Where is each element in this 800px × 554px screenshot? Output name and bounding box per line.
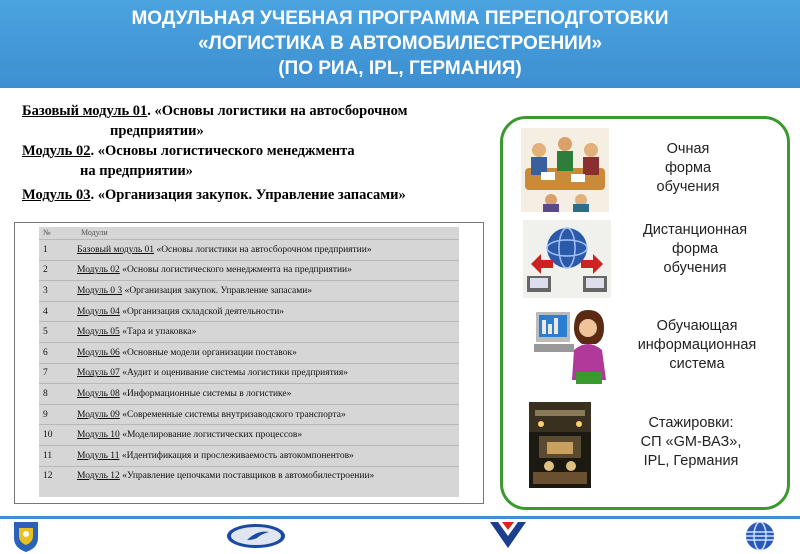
module-list [22, 101, 492, 205]
row-text [77, 307, 459, 317]
table-row [39, 321, 459, 342]
row-text [77, 245, 459, 255]
table-row [39, 363, 459, 384]
label-line: СП «GM-ВАЗ», [640, 434, 742, 450]
label-line: информационная [637, 337, 757, 353]
label-line: Очная [666, 141, 710, 157]
label-line: обучения [656, 179, 720, 195]
row-text [77, 368, 459, 378]
header-line-1: МОДУЛЬНАЯ УЧЕБНАЯ ПРОГРАММА ПЕРЕПОДГОТОВКИ [131, 8, 669, 29]
row-number: 4 [43, 306, 48, 317]
footer [0, 516, 800, 554]
row-number: 5 [43, 327, 48, 338]
module-description: «Основные модели организации поставок» [119, 347, 297, 358]
label-line: обучения [663, 260, 727, 276]
module-text: . «Основы логистики на автосборочном [147, 103, 408, 119]
module-link[interactable]: Модуль 07 [77, 368, 120, 379]
university-logo-icon [488, 520, 528, 550]
row-text [77, 286, 459, 296]
module-item-cont [22, 161, 492, 181]
label-line: IPL, Германия [643, 453, 739, 469]
col-modules-header: Модули [81, 228, 108, 237]
module-description: «Информационные системы в логистике» [119, 388, 292, 399]
modules-table-frame [14, 222, 484, 504]
row-number: 9 [43, 409, 48, 420]
region-emblem-icon [10, 520, 42, 552]
row-text [77, 471, 459, 481]
row-number: 1 [43, 244, 48, 255]
row-number: 11 [43, 450, 53, 461]
module-item [22, 141, 492, 161]
module-description: «Аудит и оценивание системы логистики предприятия» [119, 368, 348, 379]
table-row [39, 445, 459, 466]
modules-table [39, 227, 459, 497]
module-link[interactable]: Модуль 03 [22, 187, 91, 203]
row-number: 12 [43, 471, 53, 482]
row-text [77, 430, 459, 440]
row-number: 10 [43, 430, 53, 441]
module-link[interactable]: Модуль 05 [77, 327, 120, 338]
full-time-form-label [613, 140, 763, 197]
col-number-header: № [43, 228, 51, 237]
row-text [77, 451, 459, 461]
header-line-3: (ПО РИА, IPL, ГЕРМАНИЯ) [278, 58, 522, 79]
table-row [39, 342, 459, 363]
module-text: предприятии» [110, 123, 204, 139]
module-item-cont [22, 121, 492, 141]
distance-form-label [615, 221, 775, 278]
module-description: «Тара и упаковка» [119, 327, 197, 338]
table-row [39, 466, 459, 487]
meeting-picture [521, 128, 609, 212]
module-description: «Организация закупок. Управление запасами» [122, 285, 313, 296]
label-line: система [669, 356, 725, 372]
module-link[interactable]: Базовый модуль 01 [22, 103, 148, 119]
information-system-label [612, 317, 782, 374]
table-row [39, 404, 459, 425]
row-text [77, 410, 459, 420]
module-text: . «Основы логистического менеджмента [90, 143, 355, 159]
row-text [77, 265, 459, 275]
table-row [39, 239, 459, 260]
module-link[interactable]: Модуль 0 3 [77, 285, 123, 296]
module-description: «Основы логистического менеджмента на предприятии» [119, 265, 352, 276]
information-system-picture [530, 302, 612, 388]
module-link[interactable]: Модуль 12 [77, 471, 120, 482]
module-text: на предприятии» [80, 163, 193, 179]
globe-logo-icon [744, 520, 776, 552]
module-link[interactable]: Модуль 06 [77, 347, 120, 358]
lada-logo-icon [225, 522, 287, 550]
module-description: «Организация складской деятельности» [119, 306, 285, 317]
module-link[interactable]: Базовый модуль 01 [77, 244, 155, 255]
table-row [39, 424, 459, 445]
module-text: . «Организация закупок. Управление запасами» [90, 187, 406, 203]
label-line: форма [671, 241, 719, 257]
page-header [0, 0, 800, 88]
table-row [39, 301, 459, 322]
module-item [22, 185, 492, 205]
header-line-2: «ЛОГИСТИКА В АВТОМОБИЛЕСТРОЕНИИ» [197, 33, 603, 54]
label-line: Дистанционная [642, 222, 748, 238]
table-row [39, 383, 459, 404]
row-text [77, 327, 459, 337]
label-line: Обучающая [656, 318, 738, 334]
row-number: 8 [43, 388, 48, 399]
row-number: 2 [43, 265, 48, 276]
module-link[interactable]: Модуль 02 [22, 143, 91, 159]
label-line: Стажировки: [648, 415, 734, 431]
module-link[interactable]: Модуль 11 [77, 450, 120, 461]
module-description: «Моделирование логистических процессов» [119, 430, 303, 441]
row-number: 3 [43, 285, 48, 296]
distance-learning-picture [523, 220, 611, 298]
module-description: «Основы логистики на автосборочном предприятии» [154, 244, 372, 255]
module-link[interactable]: Модуль 09 [77, 409, 120, 420]
table-header [39, 227, 459, 239]
module-link[interactable]: Модуль 04 [77, 306, 120, 317]
row-number: 6 [43, 347, 48, 358]
internships-label [606, 414, 776, 471]
footer-line [0, 516, 800, 519]
row-text [77, 348, 459, 358]
table-row [39, 280, 459, 301]
module-link[interactable]: Модуль 08 [77, 388, 120, 399]
row-number: 7 [43, 368, 48, 379]
module-description: «Управление цепочками поставщиков в автомобилестроении» [119, 471, 375, 482]
label-line: форма [664, 160, 712, 176]
table-row [39, 260, 459, 281]
module-link[interactable]: Модуль 02 [77, 265, 120, 276]
module-description: «Идентификация и прослеживаемость автокомпонентов» [119, 450, 354, 461]
factory-picture [529, 402, 591, 488]
module-link[interactable]: Модуль 10 [77, 430, 120, 441]
module-description: «Современные системы внутризаводского транспорта» [119, 409, 346, 420]
row-text [77, 389, 459, 399]
module-item [22, 101, 492, 121]
